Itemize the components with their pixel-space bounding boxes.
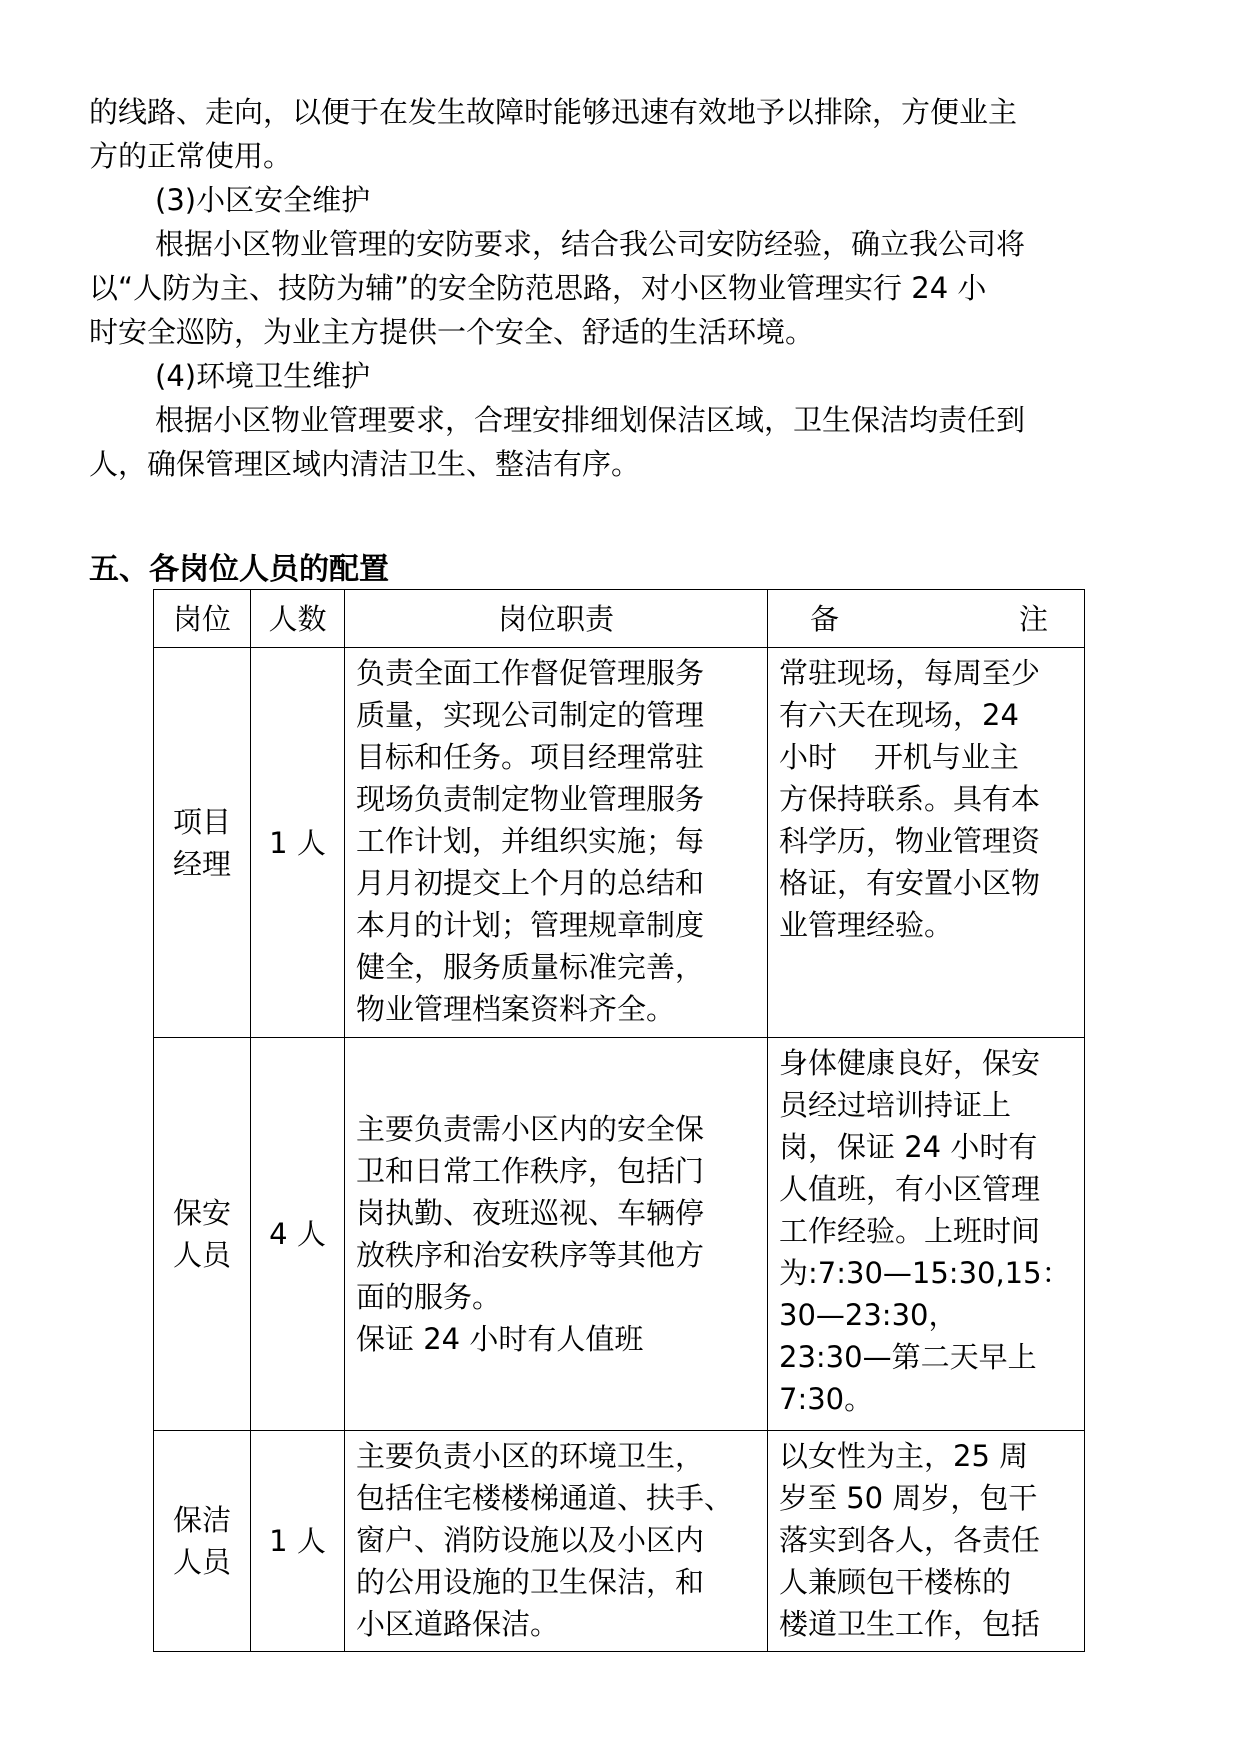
cell-note: 常驻现场，每周至少 有六天在现场，24 小时 开机与业主 方保持联系。具有本 科学历，物业管理资 格证，有安置小区物 业管理经验。 xyxy=(768,648,1085,1038)
subsection-security xyxy=(89,178,1159,354)
header-post: 岗位 xyxy=(154,590,251,648)
header-note-char-1: 备 xyxy=(810,601,840,636)
cell-note: 身体健康良好，保安 员经过培训持证上 岗，保证 24 小时有 人值班，有小区管理 工作经验。上班时间 为:7:30—15:30,15： 30—23:30， 23:30—第二天早上 7:30。 xyxy=(768,1038,1085,1431)
text-line: 根据小区物业管理要求，合理安排细划保洁区域，卫生保洁均责任到 xyxy=(155,403,1026,437)
subsection-title: (3)小区安全维护 xyxy=(155,183,371,217)
cell-count: 1 人 xyxy=(251,648,345,1038)
table-row xyxy=(154,1431,1085,1652)
header-note xyxy=(768,590,1085,648)
cell-duty: 主要负责需小区内的安全保 卫和日常工作秩序，包括门 岗执勤、夜班巡视、车辆停 放秩序和治安秩序等其他方 面的服务。 保证 24 小时有人值班 xyxy=(345,1038,768,1431)
text-line: 方的正常使用。 xyxy=(89,139,293,173)
paragraph-wiring xyxy=(89,90,1159,178)
table-header-row xyxy=(154,590,1085,648)
table-row xyxy=(154,1038,1085,1431)
section-heading: 五、各岗位人员的配置 xyxy=(89,552,389,587)
cell-duty: 主要负责小区的环境卫生， 包括住宅楼楼梯通道、扶手、 窗户、消防设施以及小区内 的公用设施的卫生保洁，和 小区道路保洁。 xyxy=(345,1431,768,1652)
text-line: 时安全巡防，为业主方提供一个安全、舒适的生活环境。 xyxy=(89,315,815,349)
cell-post: 保安 人员 xyxy=(154,1038,251,1431)
cell-duty: 负责全面工作督促管理服务 质量，实现公司制定的管理 目标和任务。项目经理常驻 现场负责制定物业管理服务 工作计划，并组织实施；每 月月初提交上个月的总结和 本月的计划；管理规章制度 健全，服务质量标准完善， 物业管理档案资料齐全。 xyxy=(345,648,768,1038)
staffing-table xyxy=(153,589,1085,1652)
cell-post: 保洁 人员 xyxy=(154,1431,251,1652)
cell-post: 项目 经理 xyxy=(154,648,251,1038)
text-line: 人，确保管理区域内清洁卫生、整洁有序。 xyxy=(89,447,641,481)
subsection-title: (4)环境卫生维护 xyxy=(155,359,371,393)
cell-note: 以女性为主，25 周 岁至 50 周岁，包干 落实到各人，各责任 人兼顾包干楼栋的 楼道卫生工作，包括 xyxy=(768,1431,1085,1652)
text-line: 的线路、走向，以便于在发生故障时能够迅速有效地予以排除，方便业主 xyxy=(89,95,1018,129)
header-duty: 岗位职责 xyxy=(345,590,768,648)
cell-count: 4 人 xyxy=(251,1038,345,1431)
header-count: 人数 xyxy=(251,590,345,648)
body-text xyxy=(89,90,1159,486)
cell-count: 1 人 xyxy=(251,1431,345,1652)
header-note-char-2: 注 xyxy=(1018,601,1048,636)
subsection-hygiene xyxy=(89,354,1159,486)
table-row xyxy=(154,648,1085,1038)
text-line: 以“人防为主、技防为辅”的安全防范思路，对小区物业管理实行 24 小 xyxy=(89,271,987,305)
text-line: 根据小区物业管理的安防要求，结合我公司安防经验，确立我公司将 xyxy=(155,227,1026,261)
